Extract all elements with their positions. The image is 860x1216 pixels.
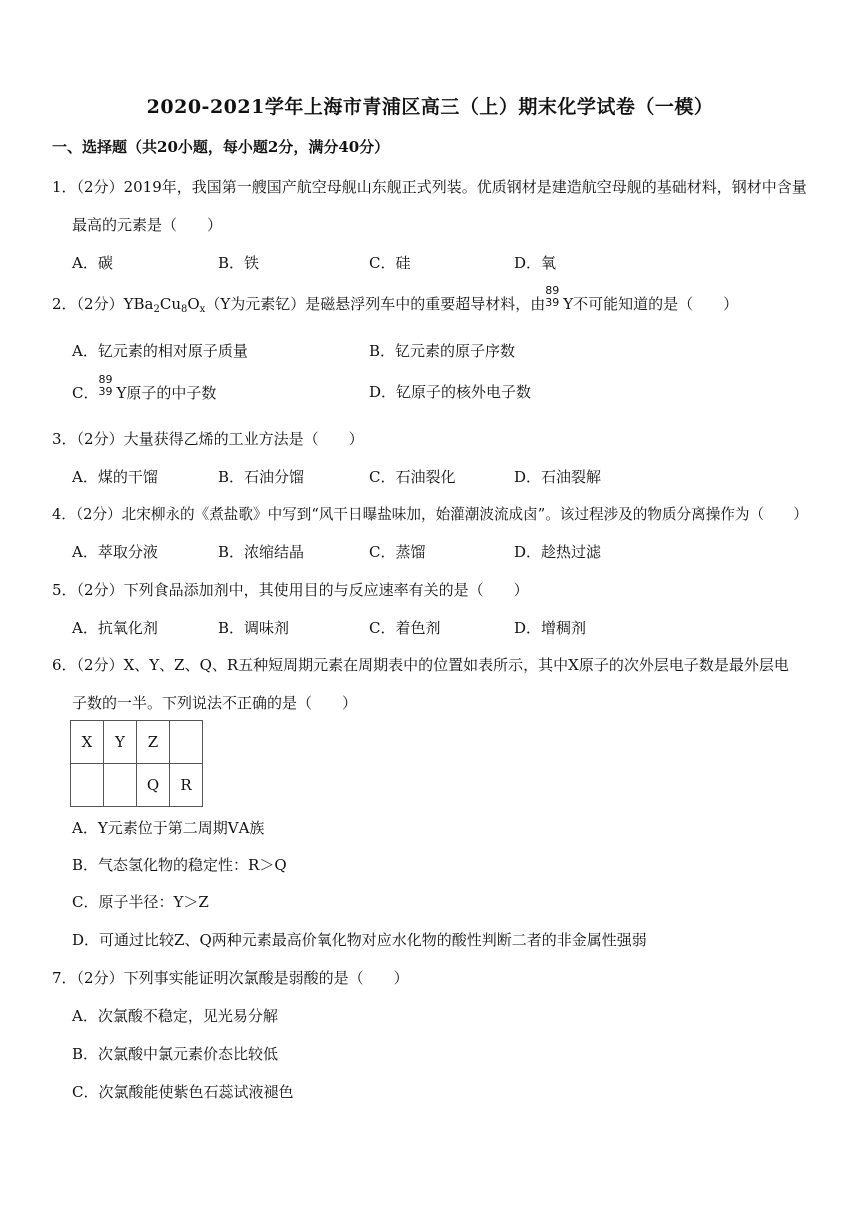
q6-option-d: D．可通过比较Z、Q两种元素最高价氧化物对应水化物的酸性判断二者的非金属性强弱: [72, 931, 647, 949]
q2-sub-cu: 8: [180, 304, 188, 315]
isotope-atomic-number: 39: [545, 296, 560, 309]
question-7-text: 7．（2分）下列事实能证明次氯酸是弱酸的是（ ）: [52, 969, 409, 987]
q7-option-c: C．次氯酸能使紫色石蕊试液褪色: [72, 1083, 294, 1101]
periodic-table-fragment: [70, 720, 203, 807]
isotope-notation-c: [98, 373, 116, 401]
question-1-text-cont: 最高的元素是（ ）: [72, 216, 223, 234]
q2-option-c-label: C．: [72, 384, 99, 402]
q6-option-a: A．Y元素位于第二周期ⅤA族: [72, 819, 265, 837]
q2-option-c: [72, 373, 217, 403]
exam-title: 2020-2021学年上海市青浦区高三（上）期末化学试卷（一模）: [146, 96, 714, 118]
q3-option-b: B．石油分馏: [218, 468, 305, 486]
question-2-text: [52, 284, 739, 315]
isotope-mass-number: 89: [545, 284, 560, 297]
q3-option-d: D．石油裂解: [514, 468, 602, 486]
table-cell: Z: [137, 721, 170, 764]
question-1-text: 1．（2分）2019年，我国第一艘国产航空母舰山东舰正式列装。优质钢材是建造航空母舰的基础材料，钢材中含量: [52, 178, 807, 196]
question-3-text: 3．（2分）大量获得乙烯的工业方法是（ ）: [52, 430, 364, 448]
q4-option-b: B．浓缩结晶: [218, 543, 305, 561]
q1-option-c: C．硅: [369, 254, 411, 272]
table-cell: R: [170, 764, 203, 807]
table-cell: [71, 764, 104, 807]
isotope-notation: [545, 284, 563, 312]
isotope-mass-number-c: 89: [98, 373, 113, 386]
q2-sub-ba: 2: [153, 304, 160, 315]
table-cell: [170, 721, 203, 764]
table-row: [71, 721, 203, 764]
table-cell: X: [71, 721, 104, 764]
q7-option-a: A．次氯酸不稳定，见光易分解: [72, 1007, 278, 1025]
table-cell: Y: [104, 721, 137, 764]
q2-option-d: D．钇原子的核外电子数: [369, 383, 532, 401]
q4-option-c: C．蒸馏: [369, 543, 426, 561]
q2-cu: Cu: [159, 295, 181, 313]
q5-option-c: C．着色剂: [369, 619, 441, 637]
table-row: [71, 764, 203, 807]
question-6-text-cont: 子数的一半。下列说法不正确的是（ ）: [72, 694, 358, 712]
q2-o: O: [187, 295, 200, 313]
q2-prefix: 2．（2分）YBa: [52, 295, 154, 313]
q4-option-d: D．趁热过滤: [514, 543, 602, 561]
section-heading: 一、选择题（共20小题，每小题2分，满分40分）: [52, 138, 390, 156]
q5-option-b: B．调味剂: [218, 619, 290, 637]
q1-option-b: B．铁: [218, 254, 260, 272]
q2-suffix: Y不可能知道的是（ ）: [563, 295, 739, 313]
q2-option-b: B．钇元素的原子序数: [369, 342, 516, 360]
q6-option-c: C．原子半径：Y＞Z: [72, 893, 209, 911]
question-6-text: 6．（2分）X、Y、Z、Q、R五种短周期元素在周期表中的位置如表所示，其中X原子的次外层电子数是最外层电: [52, 656, 789, 674]
isotope-atomic-number-c: 39: [98, 385, 113, 398]
q6-option-b: B．气态氢化物的稳定性：R＞Q: [72, 856, 287, 874]
question-5-text: 5．（2分）下列食品添加剂中，其使用目的与反应速率有关的是（ ）: [52, 581, 529, 599]
table-cell: [104, 764, 137, 807]
question-4-text: 4．（2分）北宋柳永的《煮盐歌》中写到“风干日曝盐味加，始灌潮波流成卤”。该过程涉及的物质分离操作为（ ）: [52, 506, 808, 523]
q5-option-d: D．增稠剂: [514, 619, 587, 637]
q2-option-a: A．钇元素的相对原子质量: [72, 342, 248, 360]
q4-option-a: A．萃取分液: [72, 543, 158, 561]
q2-sub-o: x: [199, 304, 206, 315]
q1-option-d: D．氧: [514, 254, 557, 272]
q3-option-c: C．石油裂化: [369, 468, 456, 486]
q3-option-a: A．煤的干馏: [72, 468, 158, 486]
q7-option-b: B．次氯酸中氯元素价态比较低: [72, 1045, 279, 1063]
q5-option-a: A．抗氧化剂: [72, 619, 158, 637]
q2-mid: （Y为元素钇）是磁悬浮列车中的重要超导材料，由: [205, 295, 546, 313]
q2-option-c-text: Y原子的中子数: [116, 384, 217, 402]
q1-option-a: A．碳: [72, 254, 113, 272]
table-cell: Q: [137, 764, 170, 807]
